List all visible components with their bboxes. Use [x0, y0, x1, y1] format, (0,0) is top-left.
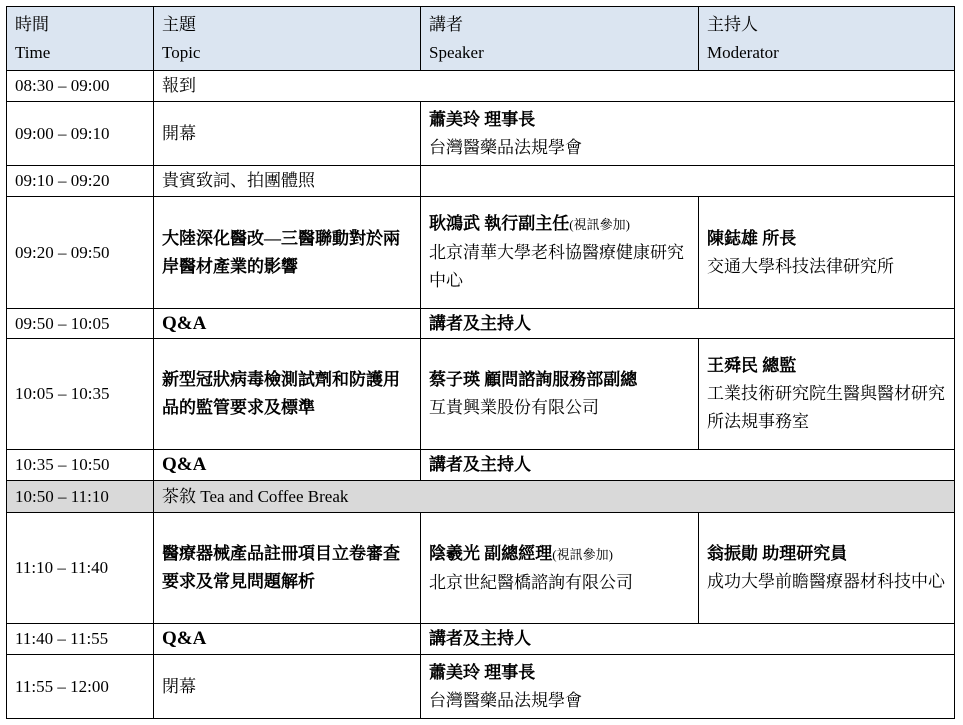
speaker-name: 蔡子瑛 顧問諮詢服務部副總 [429, 370, 638, 389]
speaker-cell [421, 102, 955, 166]
agenda-table [6, 6, 955, 719]
speaker-name: 蕭美玲 理事長 [429, 662, 536, 682]
speaker-org: 台灣醫藥品法規學會 [429, 137, 582, 157]
moderator-org: 工業技術研究院生醫與醫材研究所法規事務室 [707, 384, 945, 431]
moderator-header: 主持人 Moderator [699, 7, 955, 71]
topic-cell: 大陸深化醫改—三醫聯動對於兩岸醫材產業的影響 [154, 197, 421, 309]
speaker-note: (視訊參加) [569, 217, 630, 232]
speaker-cell: 講者及主持人 [421, 309, 955, 339]
table-row [7, 450, 955, 481]
time-cell: 09:20 – 09:50 [7, 197, 154, 309]
speaker-cell [421, 339, 699, 450]
table-row [7, 197, 955, 309]
header-row [7, 7, 955, 71]
topic-header: 主題 Topic [154, 7, 421, 71]
table-row [7, 339, 955, 450]
moderator-cell [699, 513, 955, 624]
time-cell: 09:00 – 09:10 [7, 102, 154, 166]
speaker-cell [421, 655, 955, 719]
topic-cell: 報到 [154, 71, 955, 102]
empty-cell [421, 166, 955, 197]
time-header: 時間 Time [7, 7, 154, 71]
speaker-cell: 講者及主持人 [421, 450, 955, 481]
speaker-header: 講者 Speaker [421, 7, 699, 71]
time-cell: 09:50 – 10:05 [7, 309, 154, 339]
topic-cell: Q&A [154, 450, 421, 481]
moderator-name: 王舜民 總監 [707, 356, 797, 375]
moderator-cell [699, 197, 955, 309]
time-cell: 11:40 – 11:55 [7, 624, 154, 655]
speaker-name: 陰羲光 副總經理 [429, 543, 553, 563]
speaker-cell [421, 513, 699, 624]
topic-cell: 貴賓致詞、拍團體照 [154, 166, 421, 197]
speaker-note: (視訊參加) [552, 546, 613, 562]
speaker-org: 互貴興業股份有限公司 [429, 398, 599, 417]
time-cell: 10:50 – 11:10 [7, 481, 154, 513]
speaker-cell [421, 197, 699, 309]
topic-cell: 醫療器械產品註冊項目立卷審查要求及常見問題解析 [154, 513, 421, 624]
moderator-cell [699, 339, 955, 450]
moderator-org: 成功大學前瞻醫療器材科技中心 [707, 572, 945, 591]
speaker-org: 北京清華大學老科協醫療健康研究中心 [429, 243, 684, 290]
topic-cell: 開幕 [154, 102, 421, 166]
table-row [7, 655, 955, 719]
table-row [7, 309, 955, 339]
break-row [7, 481, 955, 513]
table-row [7, 166, 955, 197]
moderator-name: 陳鋕雄 所長 [707, 228, 797, 248]
table-row [7, 71, 955, 102]
moderator-name: 翁振勛 助理研究員 [707, 544, 848, 563]
speaker-org: 北京世紀醫橋諮詢有限公司 [429, 572, 633, 592]
topic-cell: 閉幕 [154, 655, 421, 719]
time-cell: 11:10 – 11:40 [7, 513, 154, 624]
speaker-name: 耿鴻武 執行副主任 [429, 214, 570, 233]
time-cell: 09:10 – 09:20 [7, 166, 154, 197]
speaker-name: 蕭美玲 理事長 [429, 109, 536, 129]
table-row [7, 513, 955, 624]
topic-cell: Q&A [154, 624, 421, 655]
time-cell: 10:05 – 10:35 [7, 339, 154, 450]
time-cell: 08:30 – 09:00 [7, 71, 154, 102]
table-row [7, 624, 955, 655]
speaker-cell: 講者及主持人 [421, 624, 955, 655]
topic-cell: 新型冠狀病毒檢測試劑和防護用品的監管要求及標準 [154, 339, 421, 450]
table-row [7, 102, 955, 166]
topic-cell: 茶敘 Tea and Coffee Break [154, 481, 955, 513]
time-cell: 10:35 – 10:50 [7, 450, 154, 481]
moderator-org: 交通大學科技法律研究所 [707, 256, 894, 276]
speaker-org: 台灣醫藥品法規學會 [429, 690, 582, 710]
topic-cell: Q&A [154, 309, 421, 339]
time-cell: 11:55 – 12:00 [7, 655, 154, 719]
